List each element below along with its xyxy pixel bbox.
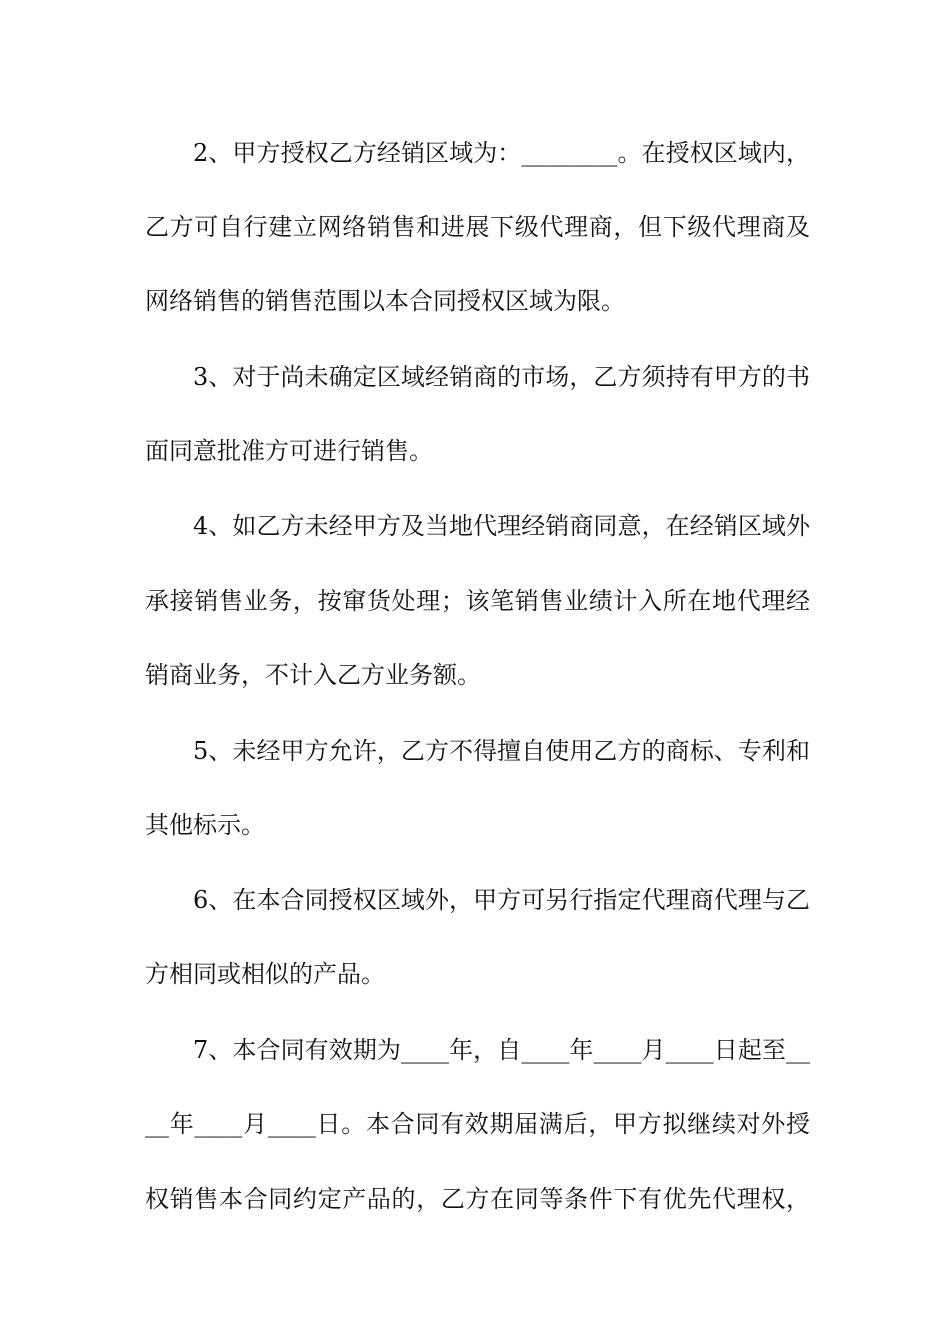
paragraph-3-line-2: 面同意批准方可进行销售。 (145, 437, 433, 465)
paragraph-4-line-2: 承接销售业务，按窜货处理；该笔销售业绩计入所在地代理经 (145, 587, 810, 615)
paragraph-4-line-1: 4、如乙方未经甲方及当地代理经销商同意，在经销区域外 (193, 512, 810, 540)
paragraph-6-line-2: 方相同或相似的产品。 (145, 960, 385, 988)
paragraph-3-line-1: 3、对于尚未确定区域经销商的市场，乙方须持有甲方的书 (193, 363, 810, 391)
paragraph-5-line-2: 其他标示。 (145, 811, 265, 839)
paragraph-5-line-1: 5、未经甲方允许，乙方不得擅自使用乙方的商标、专利和 (193, 737, 810, 765)
paragraph-7-line-3: 权销售本合同约定产品的，乙方在同等条件下有优先代理权， (145, 1185, 810, 1213)
paragraph-7-line-2: __年____月____日。本合同有效期届满后，甲方拟继续对外授 (145, 1110, 810, 1138)
paragraph-4-line-3: 销商业务，不计入乙方业务额。 (145, 661, 481, 689)
paragraph-7-line-1: 7、本合同有效期为____年，自____年____月____日起至__ (193, 1036, 810, 1064)
paragraph-6-line-1: 6、在本合同授权区域外，甲方可另行指定代理商代理与乙 (193, 886, 810, 914)
paragraph-2-line-1: 2、甲方授权乙方经销区域为：________。在授权区域内， (193, 139, 810, 167)
paragraph-2-line-3: 网络销售的销售范围以本合同授权区域为限。 (145, 287, 625, 315)
paragraph-2-line-2: 乙方可自行建立网络销售和进展下级代理商，但下级代理商及 (145, 213, 810, 241)
